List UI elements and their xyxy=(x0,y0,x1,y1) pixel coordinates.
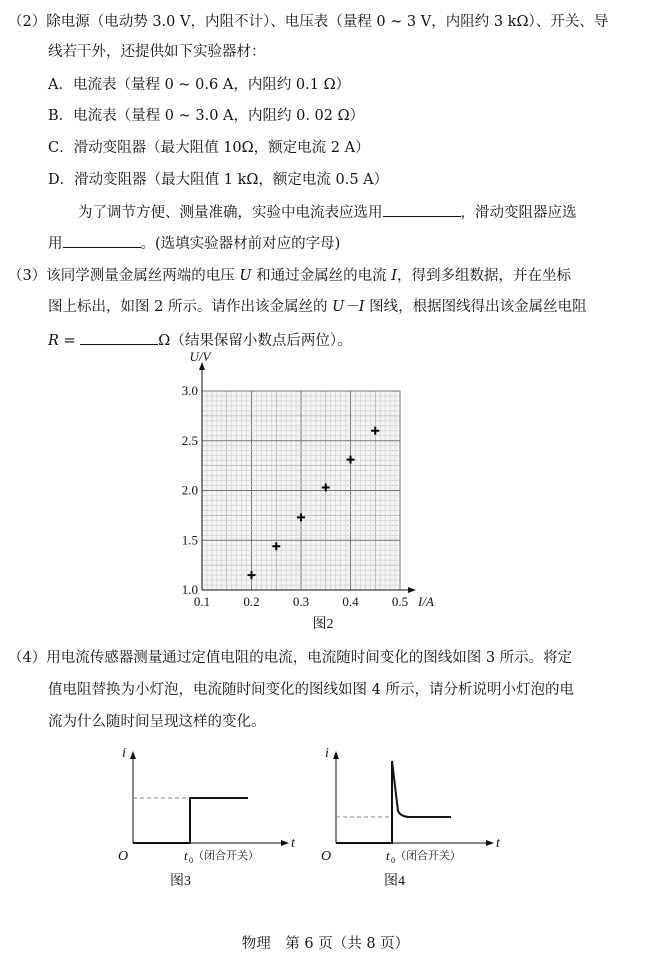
t-label: t xyxy=(291,836,295,851)
t0-sub: 0 xyxy=(391,856,395,865)
text: 用 xyxy=(48,236,63,252)
page-footer: 物理 第 6 页（共 8 页） xyxy=(241,936,410,952)
text: 和通过金属丝的电流 xyxy=(251,268,392,284)
text: ，滑动变阻器应选 xyxy=(460,205,577,221)
origin-label: O xyxy=(118,849,129,864)
figure-4 xyxy=(321,746,501,889)
x-tick-label: 0.3 xyxy=(292,594,310,609)
q4-line3: 流为什么随时间呈现这样的变化。 xyxy=(48,714,266,730)
text: U－I xyxy=(332,299,365,315)
q2-para1 xyxy=(78,202,577,223)
text: 图线，根据图线得出该金属丝电阻 xyxy=(364,299,587,315)
ui-chart xyxy=(0,345,651,645)
fig3-caption: 图3 xyxy=(170,874,191,889)
q3-line2 xyxy=(48,297,587,317)
text: ，得到多组数据，并在坐标 xyxy=(397,268,572,284)
text: 图上标出，如图 2 所示。请作出该金属丝的 xyxy=(48,299,333,315)
q4-line1: （4）用电流传感器测量通过定值电阻的电流，电流随时间变化的图线如图 3 所示。将定 xyxy=(8,650,573,666)
i-label: i xyxy=(122,746,126,761)
text: （3）该同学测量金属丝两端的电压 xyxy=(8,268,240,284)
y-tick-label: 2.5 xyxy=(181,432,198,448)
t0-label: t xyxy=(386,848,390,863)
current-curve xyxy=(336,761,451,843)
chart-title: 图2 xyxy=(312,617,334,632)
t0-label: t xyxy=(184,848,188,863)
x-axis-label: I/A xyxy=(418,594,434,609)
t0-note: （闭合开关） xyxy=(395,850,461,862)
answer-blank-rheostat[interactable] xyxy=(63,233,141,248)
text: U xyxy=(239,268,252,284)
x-tick-label: 0.4 xyxy=(342,594,359,609)
option-c: C．滑动变阻器（最大阻值 10Ω，额定电流 2 A） xyxy=(48,140,370,156)
q2-line1: （2）除电源（电动势 3.0 V，内阻不计）、电压表（量程 0 ~ 3 V，内阻约 3 kΩ）、开关、导 xyxy=(8,14,609,30)
i-label: i xyxy=(325,746,329,761)
y-tick-label: 1.5 xyxy=(181,532,198,548)
figure-3 xyxy=(118,746,296,889)
q2-para2 xyxy=(48,233,340,254)
q4-line2: 值电阻替换为小灯泡，电流随时间变化的图线如图 4 所示，请分析说明小灯泡的电 xyxy=(48,682,574,698)
option-b: B．电流表（量程 0 ~ 3.0 A，内阻约 0. 02 Ω） xyxy=(48,108,365,124)
t-label: t xyxy=(496,836,500,851)
text: 为了调节方便、测量准确，实验中电流表应选用 xyxy=(78,205,383,221)
text: I xyxy=(391,268,398,284)
current-time-figures xyxy=(0,735,651,895)
y-tick-label: 3.0 xyxy=(181,383,198,398)
fig4-caption: 图4 xyxy=(384,874,405,889)
x-tick-label: 0.1 xyxy=(193,594,211,609)
y-axis-label: U/V xyxy=(189,349,211,364)
current-curve xyxy=(133,798,248,843)
x-tick-label: 0.2 xyxy=(243,594,260,609)
t0-note: （闭合开关） xyxy=(193,850,259,862)
q2-line2: 线若干外，还提供如下实验器材： xyxy=(48,44,266,60)
answer-blank-resistance[interactable] xyxy=(80,330,158,345)
q3-line1 xyxy=(8,266,571,286)
x-tick-label: 0.5 xyxy=(391,594,409,609)
t0-sub: 0 xyxy=(189,856,193,865)
option-d: D．滑动变阻器（最大阻值 1 kΩ，额定电流 0.5 A） xyxy=(48,172,389,188)
text: = xyxy=(58,333,81,349)
text: 。(选填实验器材前对应的字母) xyxy=(140,236,341,252)
text: R xyxy=(48,333,59,349)
y-tick-label: 1.0 xyxy=(181,582,198,597)
y-tick-label: 2.0 xyxy=(181,482,198,498)
answer-blank-ammeter[interactable] xyxy=(383,202,461,217)
text: Ω（结果保留小数点后两位）。 xyxy=(158,333,352,349)
origin-label: O xyxy=(321,849,332,864)
option-a: A．电流表（量程 0 ~ 0.6 A，内阻约 0.1 Ω） xyxy=(48,77,351,93)
